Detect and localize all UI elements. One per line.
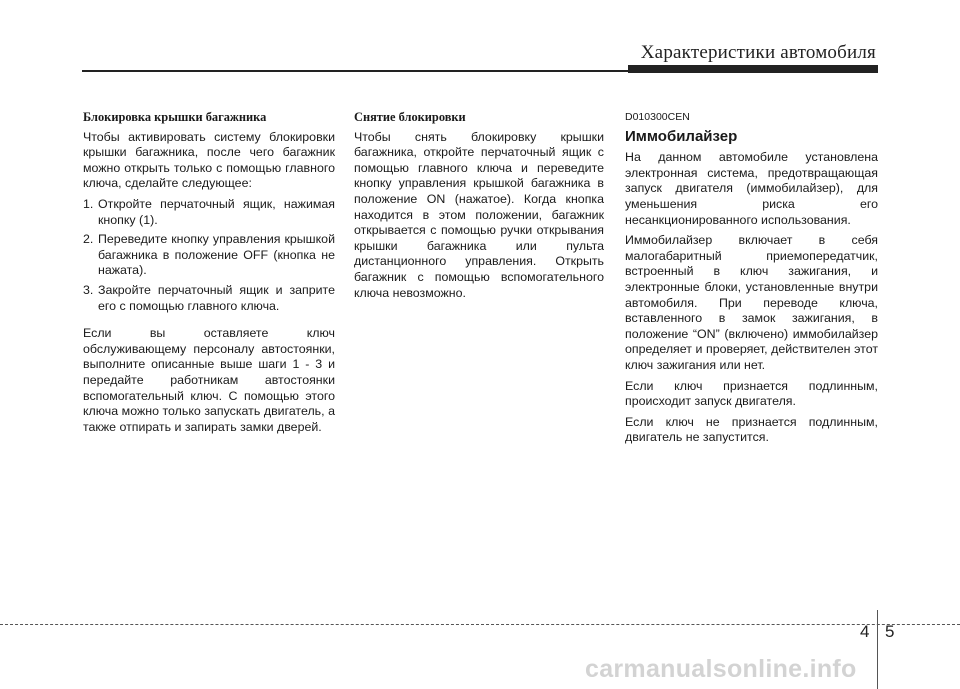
list-item xyxy=(83,283,335,314)
paragraph: Иммобилайзер включает в себя малогабаритный приемопередатчик, встроенный в ключ зажигания, и электронные блоки, установленные внутри автомобиля. При переводе ключа, вставленного в замок зажигания, в положение “ON” (включено) иммобилайзер определяет и проверяет, действителен этот ключ зажигания или нет. xyxy=(625,233,878,372)
section-title-unlock: Снятие блокировки xyxy=(354,110,466,124)
page-number-chapter: 4 xyxy=(860,622,870,641)
section-title-immobilizer: Иммобилайзер xyxy=(625,127,738,145)
paragraph: Если ключ признается подлинным, происходит запуск двигателя. xyxy=(625,378,878,409)
footer-vertical-rule xyxy=(877,610,878,689)
list-number: 1. xyxy=(83,196,94,211)
page-header-title: Характеристики автомобиля xyxy=(640,42,876,63)
paragraph-unlock: Чтобы снять блокировку крышки багажника, откройте перчаточный ящик с помощью главного ключа и переведите кнопку управления крышкой багажника в положение ON (нажатое). Когда кнопка находится в этом положении, багажник открывается с помощью ручки открывания крышки багажника или пульта дистанционного управления. Открыть багажник с помощью вспомогательного ключа невозможно. xyxy=(354,129,604,300)
footer-dashed-rule xyxy=(0,624,960,625)
list-number: 2. xyxy=(83,232,94,247)
column-3 xyxy=(625,110,878,451)
paragraph-outro: Если вы оставляете ключ обслуживающему персоналу автостоянки, выполните описанные выше шаги 1 - 3 и передайте работникам автостоянки вспомогательный ключ. С помощью этого ключа можно только запускать двигатель, а также отпирать и запирать замки дверей. xyxy=(83,326,335,434)
page-number-page: 5 xyxy=(885,622,895,641)
watermark: carmanualsonline.info xyxy=(585,655,857,683)
column-2 xyxy=(354,110,604,306)
list-number: 3. xyxy=(83,282,94,297)
paragraph-intro: Чтобы активировать систему блокировки крышки багажника, после чего багажник можно открыть только с помощью главного ключа, сделайте следующее: xyxy=(83,129,335,191)
column-1 xyxy=(83,110,335,440)
paragraph: На данном автомобиле установлена электронная система, предотвращающая запуск двигателя (иммобилайзер), для уменьшения риска его несанкционированного использования. xyxy=(625,150,878,227)
section-code: D010300CEN xyxy=(625,111,690,123)
list-text: Откройте перчаточный ящик, нажимая кнопку (1). xyxy=(98,196,335,227)
section-title-trunk-lock: Блокировка крышки багажника xyxy=(83,110,267,124)
list-text: Переведите кнопку управления крышкой багажника в положение OFF (кнопка не нажата). xyxy=(98,232,335,278)
list-item xyxy=(83,197,335,228)
list-text: Закройте перчаточный ящик и заприте его с помощью главного ключа. xyxy=(98,282,335,313)
list-item xyxy=(83,232,335,279)
header-rule-thin xyxy=(82,70,628,72)
paragraph: Если ключ не признается подлинным, двигатель не запустится. xyxy=(625,414,878,445)
header-rule-thick xyxy=(628,65,878,73)
